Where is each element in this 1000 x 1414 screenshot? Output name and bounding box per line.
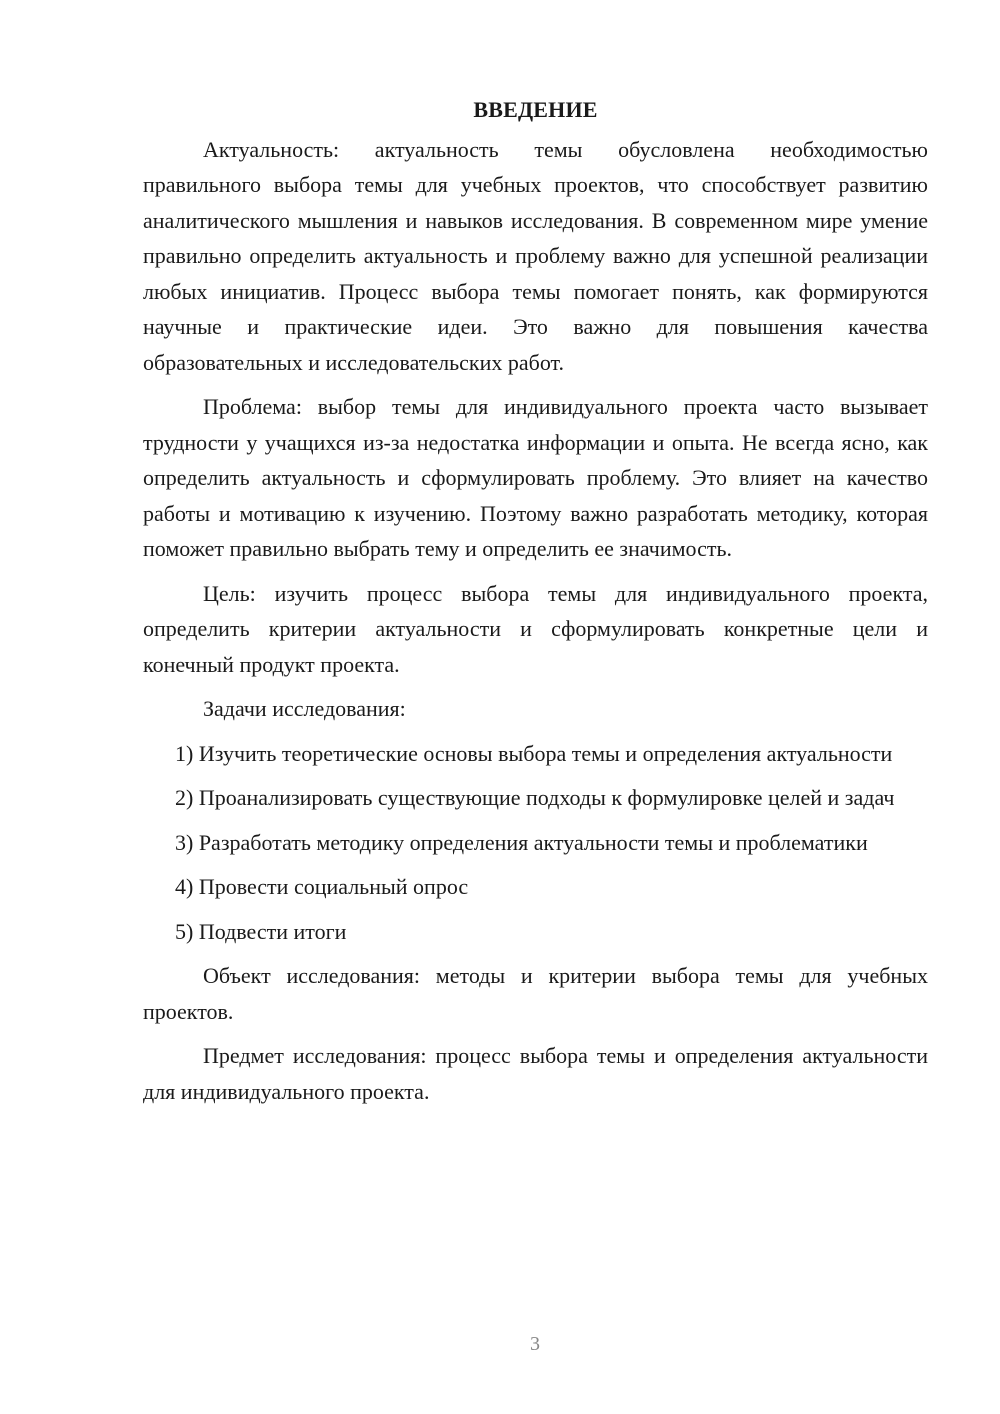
- paragraph-goal: Цель: изучить процесс выбора темы для индивидуального проекта, определить критерии актуальности и сформулировать конкретные цели и конечный продукт проекта.: [143, 580, 928, 677]
- page-title: ВВЕДЕНИЕ: [473, 97, 598, 122]
- task-list: [143, 736, 928, 950]
- tasks-heading: Задачи исследования:: [203, 696, 406, 721]
- task-item-5: 5) Подвести итоги: [175, 918, 347, 944]
- task-item-3: 3) Разработать методику определения актуальности темы и проблематики: [175, 829, 868, 855]
- task-item-1: 1) Изучить теоретические основы выбора темы и определения актуальности: [175, 740, 893, 766]
- task-item-2: 2) Проанализировать существующие подходы к формулировке целей и задач: [175, 785, 895, 810]
- paragraph-problem: Проблема: выбор темы для индивидуального проекта часто вызывает трудности у учащихся из-за недостатка информации и опыта. Не всегда ясно, как определить актуальность и сформулировать проблему. Это влияет на качество работы и мотивацию к изучению. Поэтому важно разработать методику, которая поможет правильно выбрать тему и определить ее значимость.: [143, 394, 928, 561]
- paragraph-relevance: Актуальность: актуальность темы обусловлена необходимостью правильного выбора темы для учебных проектов, что способствует развитию аналитического мышления и навыков исследования. В современном мире умение правильно определить актуальность и проблему важно для успешной реализации любых инициатив. Процесс выбора темы помогает понять, как формируются научные и практические идеи. Это важно для повышения качества образовательных и исследовательских работ.: [143, 136, 928, 375]
- page-content: [143, 92, 928, 1118]
- paragraph-object: Объект исследования: методы и критерии выбора темы для учебных проектов.: [143, 963, 928, 1024]
- paragraph-subject: Предмет исследования: процесс выбора темы и определения актуальности для индивидуального проекта.: [143, 1043, 928, 1104]
- page-number: 3: [530, 1333, 540, 1355]
- task-item-4: 4) Провести социальный опрос: [175, 874, 469, 899]
